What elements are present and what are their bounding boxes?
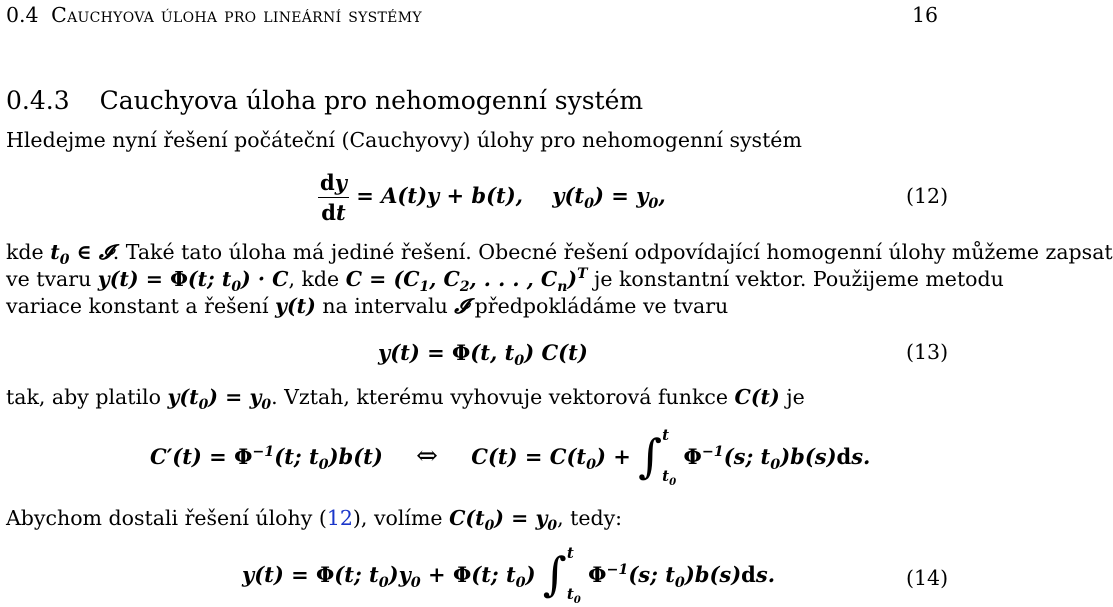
equation-ref-link[interactable]: 12 xyxy=(326,506,353,530)
text-fragment: předpokládáme ve tvaru xyxy=(468,294,729,318)
header-section-number: 0.4 xyxy=(6,3,39,27)
math-inline: $C = (C_1$, $C_2$, . . . , $C_n)^T$ xyxy=(345,266,588,296)
math-inline: y(t) = Φ(t; $t_0) \cdot C$ xyxy=(97,267,289,296)
intro-text: Hledejme nyní řešení počáteční (Cauchyovy) úlohy pro nehomogenní systém xyxy=(6,128,802,152)
equation-12: $\frac{dy}{dt}$ = A(t)y + b(t), $y(t_0) = y_0$, xyxy=(320,170,666,225)
text-fragment: kde xyxy=(6,240,51,264)
page-number: 16 xyxy=(912,3,939,27)
text-fragment: je xyxy=(779,385,805,409)
text-fragment: Abychom dostali řešení úlohy ( xyxy=(6,506,327,530)
text-fragment: , tedy: xyxy=(557,506,623,530)
subsection-title: Cauchyova úloha pro nehomogenní systém xyxy=(99,86,644,115)
header-title: Cauchyova úloha pro lineární systémy xyxy=(51,3,422,27)
subsection-number: 0.4.3 xyxy=(6,86,70,115)
text-fragment: variace konstant a řešení xyxy=(6,294,276,318)
equation-12-number: (12) xyxy=(906,184,949,208)
text-fragment: na intervalu xyxy=(315,294,455,318)
equivalence-arrow-icon: ⇔ xyxy=(416,441,438,471)
integral-limits: t $t_0$ xyxy=(662,426,677,488)
equation-14-number: (14) xyxy=(906,566,949,590)
text-fragment: . Také tato úloha má jediné řešení. Obecné řešení odpovídající homogenní úlohy můžeme zapsat xyxy=(112,240,1113,264)
math-inline: $y(t_0) = y_0$ xyxy=(167,385,272,414)
text-fragment: ), volíme xyxy=(352,506,450,530)
subsection-heading xyxy=(6,86,643,115)
math-inline: $C(t_0) = y_0$ xyxy=(449,506,558,535)
text-fragment: ve tvaru xyxy=(6,267,98,291)
text-fragment: je konstantní vektor. Použijeme metodu xyxy=(587,267,1004,291)
running-header xyxy=(6,3,422,27)
paragraph-3 xyxy=(6,506,623,535)
text-fragment: tak, aby platilo xyxy=(6,385,168,409)
integral-sign-icon: ∫ xyxy=(542,547,567,601)
equation-14: y(t) = Φ(t; $t_0)y_0 + \Phi(t$; $t_0$) ∫ t $t_0$ $\Phi^{-1}(s$; $t_0)b(s)ds$. xyxy=(242,544,775,606)
integral-limits: t $t_0$ xyxy=(566,544,581,606)
equation-13: y(t) = Φ(t, $t_0$) C(t) xyxy=(378,340,588,370)
text-fragment: , kde xyxy=(288,267,346,291)
math-inline: 𝓘 xyxy=(454,294,469,318)
paragraph-1-line-3 xyxy=(6,294,728,319)
equation-c-prime: $C'(t) = \Phi^{-1}(t$; $t_0)b(t)$ ⇔ $C(t) = C(t_0)$ + ∫ t $t_0$ $\Phi^{-1}(s$; $t_0)b(s)ds$. xyxy=(150,426,871,488)
derivative-fraction: $\frac{dy}{dt}$ xyxy=(320,170,347,225)
math-inline: y(t) xyxy=(275,294,316,318)
math-inline: C(t) xyxy=(734,385,780,409)
integral-sign-icon: ∫ xyxy=(638,429,663,483)
math-inline: $t_0$ ∈ 𝓘 xyxy=(50,240,113,269)
paragraph-1-line-2 xyxy=(6,266,1004,296)
equation-13-number: (13) xyxy=(906,340,949,364)
paragraph-2 xyxy=(6,385,805,414)
text-fragment: . Vztah, kterému vyhovuje vektorová funkce xyxy=(271,385,735,409)
paragraph-1-line-1 xyxy=(6,240,1113,269)
